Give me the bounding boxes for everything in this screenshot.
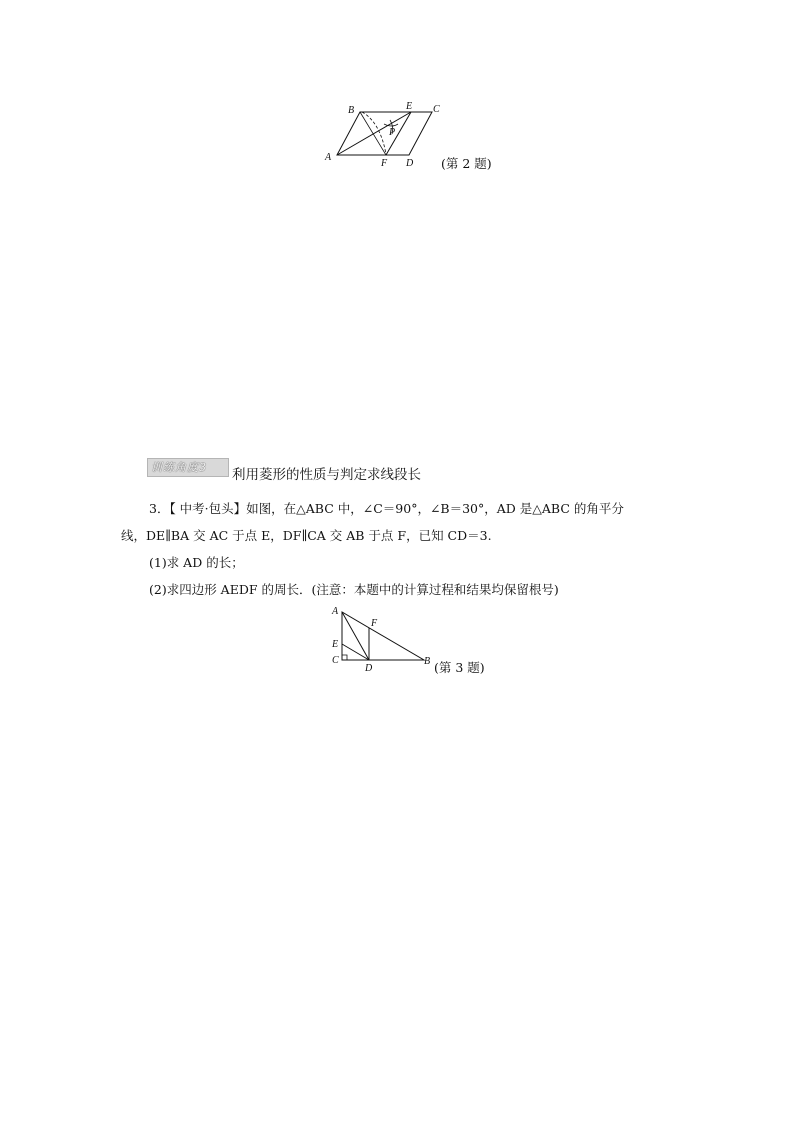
problem-3-question-2: (2)求四边形 AEDF 的周长．(注意：本题中的计算过程和结果均保留根号) [149, 582, 559, 597]
figure-3 [326, 604, 496, 676]
training-angle-badge [147, 458, 229, 477]
section-title: 利用菱形的性质与判定求线段长 [232, 467, 421, 483]
label-d: D [365, 663, 373, 674]
parallelogram-abcd [337, 112, 432, 155]
segment-ad [342, 612, 369, 660]
arc-mark-1 [384, 124, 398, 126]
right-angle-mark [342, 655, 347, 660]
label-f: F [371, 618, 378, 629]
problem-3-line-1: 3．【 中考·包头】如图，在△ABC 中，∠C＝90°，∠B＝30°，AD 是△ABC 的角平分 [149, 501, 624, 516]
label-a: A [332, 606, 339, 617]
problem-3-line-2: 线，DE∥BA 交 AC 于点 E，DF∥CA 交 AB 于点 F，已知 CD＝3. [121, 528, 492, 543]
label-f: F [381, 158, 388, 169]
badge-text: 训练角度3 [151, 461, 207, 474]
segment-bf [360, 112, 386, 155]
figure-2 [320, 100, 500, 172]
label-d: D [406, 158, 414, 169]
label-b: B [348, 105, 355, 116]
label-c: C [332, 655, 339, 666]
label-b: B [424, 656, 431, 667]
label-e: E [332, 639, 339, 650]
triangle-abc [342, 612, 424, 660]
label-p: P [389, 127, 396, 138]
label-a: A [325, 152, 332, 163]
figure-2-caption: (第 2 题) [441, 156, 492, 171]
label-c: C [433, 104, 440, 115]
label-e: E [406, 101, 413, 112]
figure-3-caption: (第 3 题) [434, 660, 485, 675]
problem-3-question-1: (1)求 AD 的长； [149, 555, 244, 570]
